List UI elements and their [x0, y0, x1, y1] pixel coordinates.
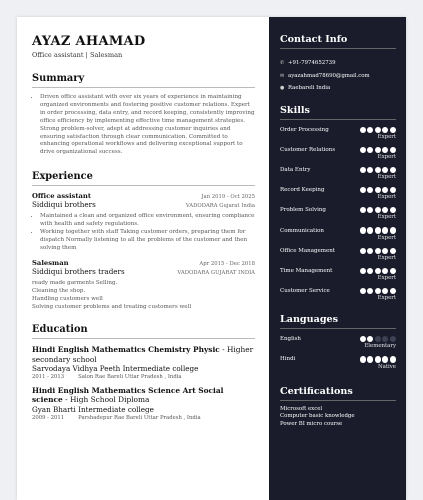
rating-dot [382, 227, 388, 233]
rated-item-level: Elementary [364, 343, 396, 350]
education-degree: Hindi English Mathematics Chemistry Physic [32, 345, 220, 355]
job-location: VADODARA Gujarat India [185, 203, 255, 210]
rated-item-level: Expert [377, 194, 396, 201]
rating-dots [360, 127, 397, 133]
job-date: Jan 2019 - Oct 2025 [201, 194, 255, 201]
rated-item [280, 268, 396, 281]
job-duties [32, 280, 255, 312]
rating-dot [360, 187, 366, 193]
contact-phone: +91-7974652739 [288, 60, 336, 66]
rating-dot [367, 268, 373, 274]
rating-dot [367, 167, 373, 173]
education-entry: Hindi English Mathematics Science Art Social science - High School Diploma Gyan Bharti Intermediate college 2009 - 2011 Parshadepur Rae Bareli Uttar Pradesh , India [32, 386, 255, 421]
rating-dots [360, 207, 397, 213]
rating-dot [390, 147, 396, 153]
education-entry: Hindi English Mathematics Chemistry Physic - Higher secondary school Sarvodaya Vidhya Peeth Intermediate college 2011 - 2013 Salon Rae Bareli Uttar Pradesh , India [32, 345, 254, 380]
rated-item-level: Expert [377, 214, 396, 221]
job-bullet: • Maintained a clean and organized office environment, ensuring compliance with health and safety regulations. [40, 213, 255, 229]
rating-dots [360, 336, 397, 342]
languages-heading: Languages [280, 314, 396, 329]
rated-item-level: Expert [377, 153, 396, 160]
rating-dot [367, 187, 373, 193]
rated-item-level: Expert [377, 295, 396, 302]
rating-dot [367, 127, 373, 133]
rating-dot [367, 288, 373, 294]
rated-item [280, 207, 396, 220]
rating-dot [375, 127, 381, 133]
rating-dot [367, 147, 373, 153]
rating-dot [390, 248, 396, 254]
job-company: Siddiqui brothers traders [32, 266, 125, 276]
rating-dot [375, 248, 381, 254]
rated-item-name: Record Keeping [280, 187, 325, 194]
rating-dot [367, 248, 373, 254]
rating-dot [375, 227, 381, 233]
job-duty: Cleaning the shop. [32, 287, 86, 294]
rating-dots [360, 147, 397, 153]
rating-dots [360, 288, 397, 294]
contact-location: Raebareli India [288, 85, 331, 91]
rating-dot [382, 167, 388, 173]
rated-item-name: English [280, 336, 301, 343]
rating-dot [360, 288, 366, 294]
education-degree: Hindi English Mathematics Science Art Social science [32, 386, 224, 405]
main-column [17, 17, 269, 500]
job-title: Office assistant [32, 192, 92, 201]
rating-dot [375, 356, 381, 362]
resume-page [17, 17, 406, 500]
rating-dot [360, 167, 366, 173]
rated-item-name: Problem Solving [280, 207, 326, 214]
rated-item-name: Data Entry [280, 166, 311, 173]
rating-dots [360, 268, 397, 274]
education-years: 2009 - 2011 [32, 414, 65, 421]
rating-dot [375, 268, 381, 274]
rating-dot [390, 227, 396, 233]
candidate-role: Office assistant | Salesman [32, 51, 123, 59]
rated-item [280, 187, 396, 200]
rating-dots [360, 187, 397, 193]
rated-item-level: Expert [377, 234, 396, 241]
rated-item-name: Time Management [280, 267, 333, 274]
sidebar [269, 17, 406, 500]
summary-text: • Driven office assistant with over six years of experience in maintaining organized environments and fostering positive customer relations. Expert in order processing, data entry, and record keeping, consistently improving office efficiency by implementing effective time management strategies. Strong problem-solver, adept at addressing customer inquiries and ensuring satisfaction through clear communication. Committed to enhancing operational workflows and delivering exceptional support to drive organizational success. [40, 94, 255, 157]
rated-item [280, 356, 396, 369]
job-duty: Handling customers well [32, 295, 103, 302]
rating-dot [382, 336, 388, 342]
education-years: 2011 - 2013 [32, 374, 65, 380]
rated-item-name: Office Management [280, 247, 335, 254]
rating-dot [390, 167, 396, 173]
rated-item [280, 336, 396, 349]
rating-dot [360, 147, 366, 153]
rating-dot [382, 288, 388, 294]
rated-item-name: Customer Service [280, 288, 330, 295]
summary-heading: Summary [32, 73, 255, 88]
rated-item-level: Expert [377, 133, 396, 140]
rated-item-name: Order Processing [280, 126, 329, 133]
education-school: Gyan Bharti Intermediate college [32, 404, 154, 414]
certification-item: Microsoft excel [280, 405, 323, 412]
rating-dot [360, 127, 366, 133]
languages-list [280, 336, 396, 369]
rated-item-level: Expert [377, 275, 396, 281]
rated-item [280, 167, 396, 180]
job-duty: Solving customer problems and treating customers well [32, 303, 192, 310]
rating-dot [382, 187, 388, 193]
rating-dot [360, 207, 366, 213]
rating-dot [367, 356, 373, 362]
candidate-name: AYAZ AHAMAD [32, 34, 146, 49]
rating-dot [360, 248, 366, 254]
rated-item [280, 147, 396, 160]
education-level: High School Diploma [69, 395, 150, 405]
education-level: Higher secondary school [32, 345, 254, 364]
job-entry [32, 192, 255, 253]
rated-item [280, 288, 396, 301]
rating-dot [390, 207, 396, 213]
job-entry [32, 259, 255, 312]
rating-dot [360, 227, 366, 233]
contact-heading: Contact Info [280, 34, 396, 49]
education-school: Sarvodaya Vidhya Peeth Intermediate college [32, 364, 199, 373]
rating-dot [375, 187, 381, 193]
summary-list [40, 94, 255, 157]
email-icon: ✉ [280, 72, 285, 79]
rating-dot [375, 207, 381, 213]
education-location: Parshadepur Rae Bareli Uttar Pradesh , India [78, 414, 201, 421]
job-title: Salesman [32, 258, 69, 267]
rating-dot [382, 127, 388, 133]
rating-dot [382, 147, 388, 153]
location-pin-icon: ● [280, 85, 285, 91]
rated-item-name: Communication [280, 227, 324, 234]
rating-dot [375, 167, 381, 173]
education-heading: Education [32, 324, 255, 339]
rating-dot [382, 356, 388, 362]
rating-dots [360, 356, 397, 362]
rating-dot [382, 248, 388, 254]
job-company: Siddiqui brothers [32, 200, 96, 210]
rating-dot [360, 268, 366, 274]
rating-dot [375, 288, 381, 294]
rating-dot [390, 356, 396, 362]
rating-dot [382, 207, 388, 213]
rating-dots [360, 167, 397, 173]
job-bullet: • Working together with staff Taking customer orders, preparing them for dispatch Normally listening to all the problems of the customer and then solving them [40, 229, 255, 253]
rating-dot [375, 147, 381, 153]
rating-dot [360, 336, 366, 342]
rating-dot [390, 336, 396, 342]
rated-item-name: Customer Relations [280, 146, 336, 153]
rated-item-name: Hindi [280, 356, 296, 363]
skills-list [280, 127, 396, 302]
job-bullets [40, 213, 255, 253]
rating-dots [360, 227, 397, 233]
rating-dot [382, 268, 388, 274]
job-duty: ready made garments Selling. [32, 279, 118, 286]
rating-dot [390, 187, 396, 193]
rating-dot [367, 336, 373, 342]
rating-dot [375, 336, 381, 342]
job-location: VADODARA GUJARAT INDIA [177, 269, 255, 276]
rated-item [280, 248, 396, 261]
certification-item: Power BI micro course [280, 420, 343, 427]
rated-item-level: Expert [377, 174, 396, 181]
rating-dot [367, 207, 373, 213]
certifications-heading: Certifications [280, 386, 396, 401]
experience-heading: Experience [32, 171, 255, 186]
rating-dot [367, 227, 373, 233]
job-date: Apr 2015 - Dec 2018 [199, 260, 255, 267]
contact-email: ayazahmad78690@gmail.com [288, 72, 370, 79]
certification-item: Computer basic knowledge [280, 413, 355, 420]
rated-item [280, 227, 396, 240]
rating-dot [390, 288, 396, 294]
skills-heading: Skills [280, 105, 396, 120]
rated-item-level: Expert [377, 254, 396, 261]
rating-dots [360, 248, 397, 254]
education-location: Salon Rae Bareli Uttar Pradesh , India [78, 374, 182, 380]
contact-info [280, 57, 396, 95]
rating-dot [390, 268, 396, 274]
rated-item [280, 127, 396, 140]
certifications-list [280, 406, 396, 429]
phone-icon: ✆ [280, 60, 285, 66]
rating-dot [360, 356, 366, 362]
rated-item-level: Native [377, 363, 396, 370]
rating-dot [390, 127, 396, 133]
